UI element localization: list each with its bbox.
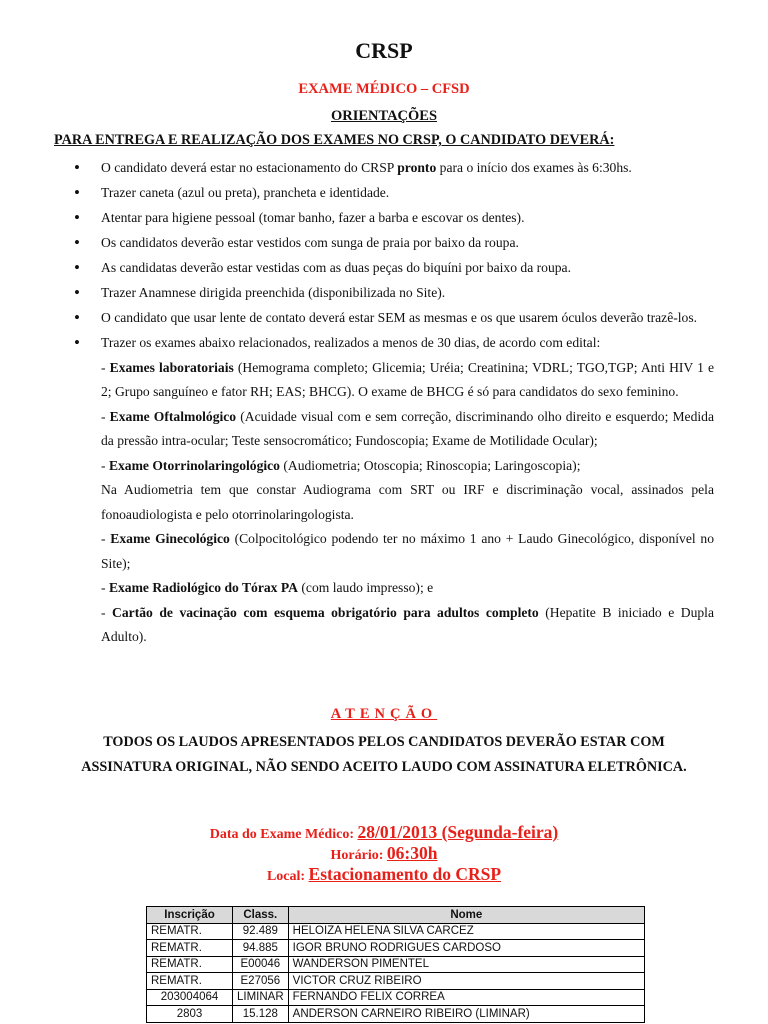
- table-cell: 92.489: [233, 923, 289, 940]
- list-item: [74, 306, 714, 331]
- bullet-text: O candidato deverá estar no estacionamento do CRSP: [101, 160, 398, 175]
- notice-line: TODOS OS LAUDOS APRESENTADOS PELOS CANDIDATOS DEVERÃO ESTAR COM: [103, 734, 665, 750]
- bullet-text: Trazer Anamnese dirigida preenchida (disponibilizada no Site).: [101, 285, 446, 300]
- list-item: [74, 181, 714, 206]
- table-cell: 94.885: [233, 940, 289, 957]
- column-header: Nome: [288, 907, 644, 924]
- orientacoes-heading: ORIENTAÇÕES: [330, 108, 438, 124]
- column-header: Class.: [233, 907, 289, 924]
- table-row: [147, 973, 645, 990]
- bullet-text: Os candidatos deverão estar vestidos com sunga de praia por baixo da roupa.: [101, 235, 519, 250]
- table-cell: WANDERSON PIMENTEL: [288, 956, 644, 973]
- bullet-text: Atentar para higiene pessoal (tomar banho, fazer a barba e escovar os dentes).: [101, 210, 525, 225]
- signature-notice: [0, 730, 768, 779]
- bullet-text: O candidato que usar lente de contato deverá estar SEM as mesmas e os que usarem óculos deverão trazê-los.: [101, 310, 698, 325]
- bullet-text: As candidatas deverão estar vestidas com as duas peças do biquíni por baixo da roupa.: [101, 260, 571, 275]
- audiometria-note: Na Audiometria tem que constar Audiograma com SRT ou IRF e discriminação vocal, assinados pela fonoaudiologista e pelo otorrinolaringologista.: [101, 482, 714, 522]
- table-cell: IGOR BRUNO RODRIGUES CARDOSO: [288, 940, 644, 957]
- attention-heading: ATENÇÃO: [330, 706, 438, 722]
- table-row: [147, 1006, 645, 1023]
- exam-oftalmologico: - Exame Oftalmológico (Acuidade visual com e sem correção, discriminando olho direito e esquerdo; Medida da pressão intra-ocular; Teste sensocromático; Fundoscopia; Exame de Motilidade Ocular);: [101, 408, 714, 448]
- table-row: [147, 940, 645, 957]
- table-cell: REMATR.: [147, 956, 233, 973]
- table-cell: E27056: [233, 973, 289, 990]
- table-cell: REMATR.: [147, 923, 233, 940]
- list-item: [74, 156, 714, 181]
- table-cell: 15.128: [233, 1006, 289, 1023]
- table-cell: REMATR.: [147, 973, 233, 990]
- table-row: [147, 989, 645, 1006]
- list-item: [74, 231, 714, 256]
- exam-time: Horário: 06:30h: [330, 843, 438, 863]
- notice-line: ASSINATURA ORIGINAL, NÃO SENDO ACEITO LAUDO COM ASSINATURA ELETRÔNICA.: [81, 758, 687, 775]
- exam-location: Local: Estacionamento do CRSP: [266, 864, 502, 884]
- table-cell: LIMINAR: [233, 989, 289, 1006]
- document-title: CRSP: [355, 38, 413, 63]
- table-cell: VICTOR CRUZ RIBEIRO: [288, 973, 644, 990]
- table-cell: REMATR.: [147, 940, 233, 957]
- bullet-bold: pronto: [397, 160, 437, 175]
- bullet-text: Trazer os exames abaixo relacionados, realizados a menos de 30 dias, de acordo com edital:: [101, 335, 601, 350]
- exam-ginecologico: - Exame Ginecológico (Colpocitológico podendo ter no máximo 1 ano + Laudo Ginecológico, disponível no Site);: [101, 531, 714, 571]
- column-header: Inscrição: [147, 907, 233, 924]
- table-cell: ANDERSON CARNEIRO RIBEIRO (LIMINAR): [288, 1006, 644, 1023]
- table-row: [147, 923, 645, 940]
- exam-lab: - Exames laboratoriais (Hemograma completo; Glicemia; Uréia; Creatinina; VDRL; TGO,TGP; Anti HIV 1 e 2; Grupo sanguíneo e fator RH; EAS; BHCG). O exame de BHCG é só para candidatos do sexo feminino.: [101, 359, 714, 399]
- table-cell: FERNANDO FELIX CORREA: [288, 989, 644, 1006]
- list-item: [74, 206, 714, 231]
- table-row: [147, 956, 645, 973]
- table-cell: HELOIZA HELENA SILVA CARCEZ: [288, 923, 644, 940]
- list-item: [74, 256, 714, 281]
- exam-otorrino: - Exame Otorrinolaringológico (Audiometria; Otoscopia; Rinoscopia; Laringoscopia);: [101, 457, 581, 473]
- bullet-text: para o início dos exames às 6:30hs.: [436, 160, 632, 175]
- instructions-heading: PARA ENTREGA E REALIZAÇÃO DOS EXAMES NO CRSP, O CANDIDATO DEVERÁ:: [54, 132, 615, 148]
- document-subtitle: EXAME MÉDICO – CFSD: [298, 81, 470, 97]
- instruction-list: [74, 156, 714, 650]
- table-cell: 2803: [147, 1006, 233, 1023]
- exam-date: Data do Exame Médico: 28/01/2013 (Segunda-feira): [209, 822, 559, 842]
- list-item: [74, 281, 714, 306]
- bullet-text: Trazer caneta (azul ou preta), prancheta e identidade.: [101, 185, 390, 200]
- table-cell: 203004064: [147, 989, 233, 1006]
- list-item: [74, 331, 714, 650]
- table-header-row: [147, 907, 645, 924]
- candidates-table: [146, 906, 645, 1023]
- table-cell: E00046: [233, 956, 289, 973]
- exam-vacinacao: - Cartão de vacinação com esquema obrigatório para adultos completo (Hepatite B iniciado e Dupla Adulto).: [101, 604, 714, 644]
- exam-radiologico: - Exame Radiológico do Tórax PA (com laudo impresso); e: [101, 580, 434, 595]
